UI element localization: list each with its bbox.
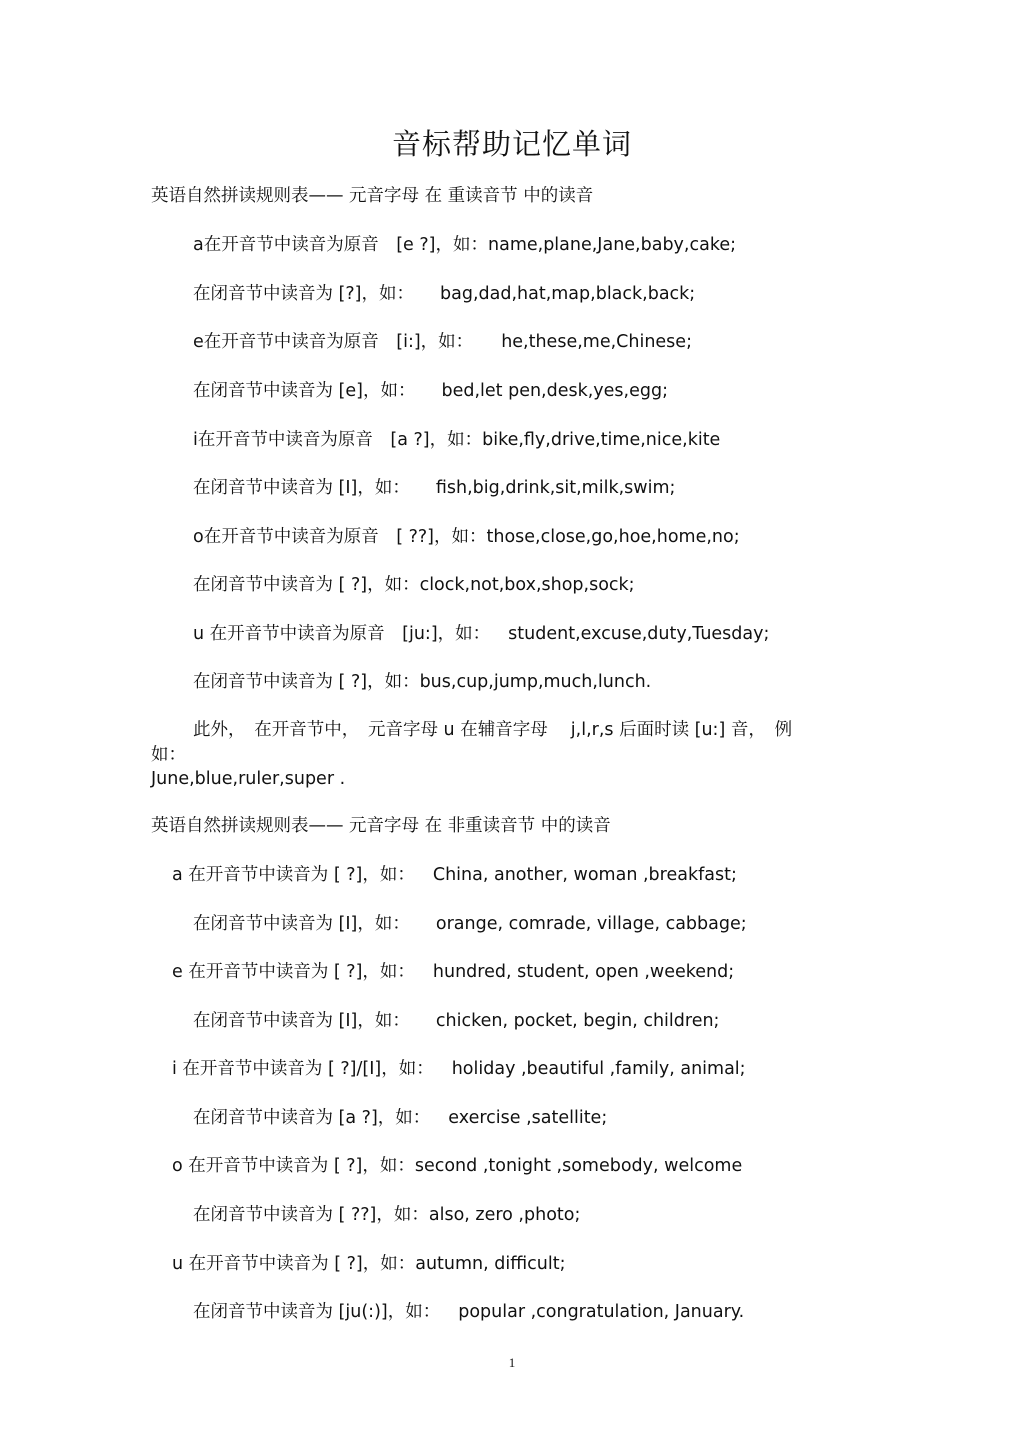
section1-row-a-open — [193, 233, 736, 257]
section1-row-e-open — [193, 330, 692, 354]
rule-text: o在开音节中读音为原音 [ ??]，如： — [193, 527, 487, 547]
section1-row-u-open — [193, 622, 769, 646]
rule-text: u 在开音节中读音为 [ ?]，如： — [172, 1254, 416, 1274]
rule-text: 在闭音节中读音为 [ ?]，如： — [193, 575, 420, 595]
example-words: bike,fly,drive,time,nice,kite — [482, 430, 721, 450]
example-words: name,plane,Jane,baby,cake; — [488, 235, 736, 255]
example-words: student,excuse,duty,Tuesday; — [508, 624, 770, 644]
example-words: bag,dad,hat,map,black,back; — [440, 284, 696, 304]
section2-row-u-open — [172, 1252, 566, 1276]
section2-row-a-closed — [193, 912, 747, 936]
section1-row-o-open — [193, 525, 740, 549]
rule-text: 在闭音节中读音为 [ju(:)]，如： — [193, 1302, 441, 1322]
example-words: he,these,me,Chinese; — [501, 332, 692, 352]
example-words: also, zero ,photo; — [428, 1205, 581, 1225]
example-words: those,close,go,hoe,home,no; — [486, 527, 740, 547]
rule-text: 在闭音节中读音为 [I]，如： — [193, 1011, 410, 1031]
section1-note-examples: June,blue,ruler,super . — [151, 769, 346, 789]
rule-text: 在闭音节中读音为 [?]，如： — [193, 284, 415, 304]
example-words: orange, comrade, village, cabbage; — [435, 914, 747, 934]
section2-row-o-closed — [193, 1203, 580, 1227]
section1-heading: 英语自然拼读规则表—— 元音字母 在 重读音节 中的读音 — [151, 186, 594, 206]
section1-note: 此外， 在开音节中， 元音字母 u 在辅音字母 j,l,r,s 后面时读 [u:] 音， 例 — [193, 720, 793, 740]
rule-text: i在开音节中读音为原音 [a ?]，如： — [193, 430, 483, 450]
example-words: holiday ,beautiful ,family, animal; — [451, 1059, 746, 1079]
section1-row-a-closed — [193, 282, 695, 306]
example-words: second ,tonight ,somebody, welcome — [414, 1156, 743, 1176]
rule-text: 在闭音节中读音为 [e]，如： — [193, 381, 416, 401]
rule-text: u 在开音节中读音为原音 [ju:]，如： — [193, 624, 491, 644]
section2-row-e-open — [172, 960, 734, 984]
section1-row-i-closed — [193, 476, 675, 500]
example-words: popular ,congratulation, January. — [458, 1302, 745, 1322]
rule-text: i 在开音节中读音为 [ ?]/[I]，如： — [172, 1059, 434, 1079]
section2-row-u-closed — [193, 1300, 744, 1324]
section2-heading: 英语自然拼读规则表—— 元音字母 在 非重读音节 中的读音 — [151, 816, 611, 836]
rule-text: 在闭音节中读音为 [I]，如： — [193, 478, 410, 498]
section2-row-o-open — [172, 1154, 742, 1178]
section1-row-e-closed — [193, 379, 668, 403]
rule-text: o 在开音节中读音为 [ ?]，如： — [172, 1156, 415, 1176]
example-words: China, another, woman ,breakfast; — [432, 865, 737, 885]
example-words: clock,not,box,shop,sock; — [419, 575, 635, 595]
example-words: bed,let pen,desk,yes,egg; — [441, 381, 668, 401]
section1-row-i-open — [193, 428, 720, 452]
rule-text: 在闭音节中读音为 [ ??]，如： — [193, 1205, 429, 1225]
example-words: hundred, student, open ,weekend; — [432, 962, 735, 982]
section1-row-u-closed — [193, 670, 651, 694]
rule-text: e 在开音节中读音为 [ ?]，如： — [172, 962, 415, 982]
example-words: bus,cup,jump,much,lunch. — [419, 672, 652, 692]
example-words: exercise ,satellite; — [448, 1108, 608, 1128]
example-words: chicken, pocket, begin, children; — [435, 1011, 720, 1031]
page-title: 音标帮助记忆单词 — [391, 127, 632, 161]
example-words: autumn, difficult; — [415, 1254, 566, 1274]
page-number: 1 — [508, 1355, 516, 1370]
section2-row-i-closed — [193, 1106, 607, 1130]
section1-note-cont: 如： — [151, 745, 186, 765]
section2-row-e-closed — [193, 1009, 719, 1033]
rule-text: 在闭音节中读音为 [a ?]，如： — [193, 1108, 431, 1128]
rule-text: a 在开音节中读音为 [ ?]，如： — [172, 865, 415, 885]
section2-row-a-open — [172, 863, 737, 887]
rule-text: e在开音节中读音为原音 [i:]，如： — [193, 332, 474, 352]
rule-text: 在闭音节中读音为 [I]，如： — [193, 914, 410, 934]
section2-row-i-open — [172, 1057, 746, 1081]
rule-text: a在开音节中读音为原音 [e ?]，如： — [193, 235, 488, 255]
rule-text: 在闭音节中读音为 [ ?]，如： — [193, 672, 420, 692]
section1-row-o-closed — [193, 573, 635, 597]
example-words: fish,big,drink,sit,milk,swim; — [435, 478, 676, 498]
